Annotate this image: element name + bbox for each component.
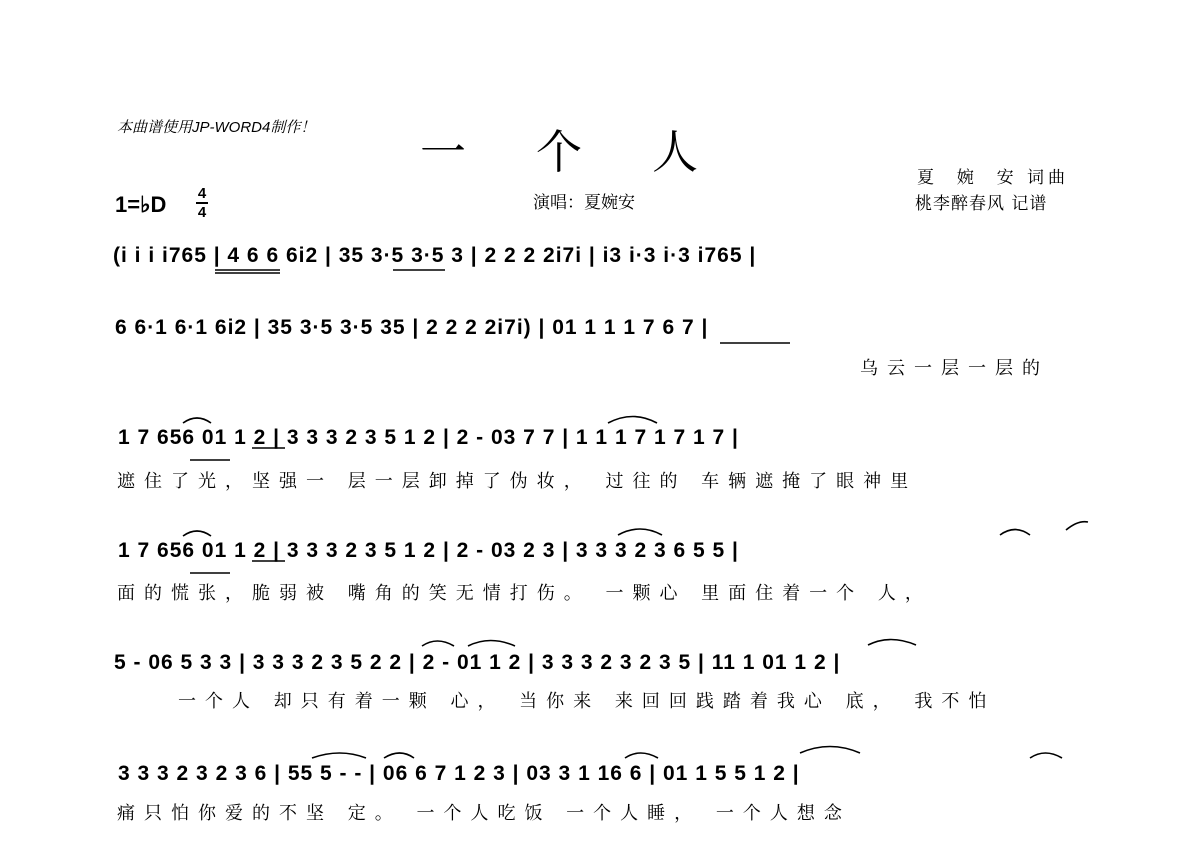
notation-row-6: 3 3 3 2 3 2 3 6 | 55 5 - - | 06 6 7 1 2 3 | 03 3 1 16 6 | 01 1 5 5 1 2 | xyxy=(118,762,800,785)
notation-row-5: 5 - 06 5 3 3 | 3 3 3 2 3 5 2 2 | 2 - 01 1 2 | 3 3 3 2 3 2 3 5 | 11 1 01 1 2 | xyxy=(114,651,841,674)
time-signature-top: 4 xyxy=(197,185,207,202)
lyric-row-4: 面的慌张，脆弱被 嘴角的笑无情打伤。 一颗心 里面住着一个 人， xyxy=(117,583,932,604)
lyric-row-5: 一个人 却只有着一颗 心， 当你来 来回回践踏着我心 底， 我不怕 xyxy=(178,691,996,712)
composer-credit: 夏 婉 安 词曲 xyxy=(917,168,1070,188)
key-signature: 1=♭D xyxy=(115,192,167,217)
notation-row-1: (i i i i765 | 4 6 6 6i2 | 35 3·5 3·5 3 | 2 2 2 2i7i | i3 i·3 i·3 i765 | xyxy=(113,244,757,267)
notation-row-2: 6 6·1 6·1 6i2 | 35 3·5 3·5 35 | 2 2 2 2i7i) | 01 1 1 1 7 6 7 | xyxy=(115,316,709,339)
lyric-row-3: 遮住了光，坚强一 层一层卸掉了伪妆， 过往的 车辆遮掩了眼神里 xyxy=(117,471,918,492)
transcriber-credit: 桃李醉春风 记谱 xyxy=(915,194,1048,214)
time-signature-bottom: 4 xyxy=(197,204,207,221)
lyric-row-6: 痛只怕你爱的不坚 定。 一个人吃饭 一个人睡， 一个人想念 xyxy=(117,803,851,824)
song-title: 一个人 xyxy=(420,125,768,179)
singer-credit: 演唱：夏婉安 xyxy=(533,193,635,213)
header-note: 本曲谱使用JP-WORD4制作！ xyxy=(117,119,316,136)
notation-row-3: 1 7 656 01 1 2 | 3 3 3 2 3 5 1 2 | 2 - 03 7 7 | 1 1 1 7 1 7 1 7 | xyxy=(118,426,739,449)
time-signature xyxy=(196,186,208,220)
lyric-row-2: 乌云一层一层的 xyxy=(860,358,1049,379)
notation-row-4: 1 7 656 01 1 2 | 3 3 3 2 3 5 1 2 | 2 - 03 2 3 | 3 3 3 2 3 6 5 5 | xyxy=(118,539,739,562)
